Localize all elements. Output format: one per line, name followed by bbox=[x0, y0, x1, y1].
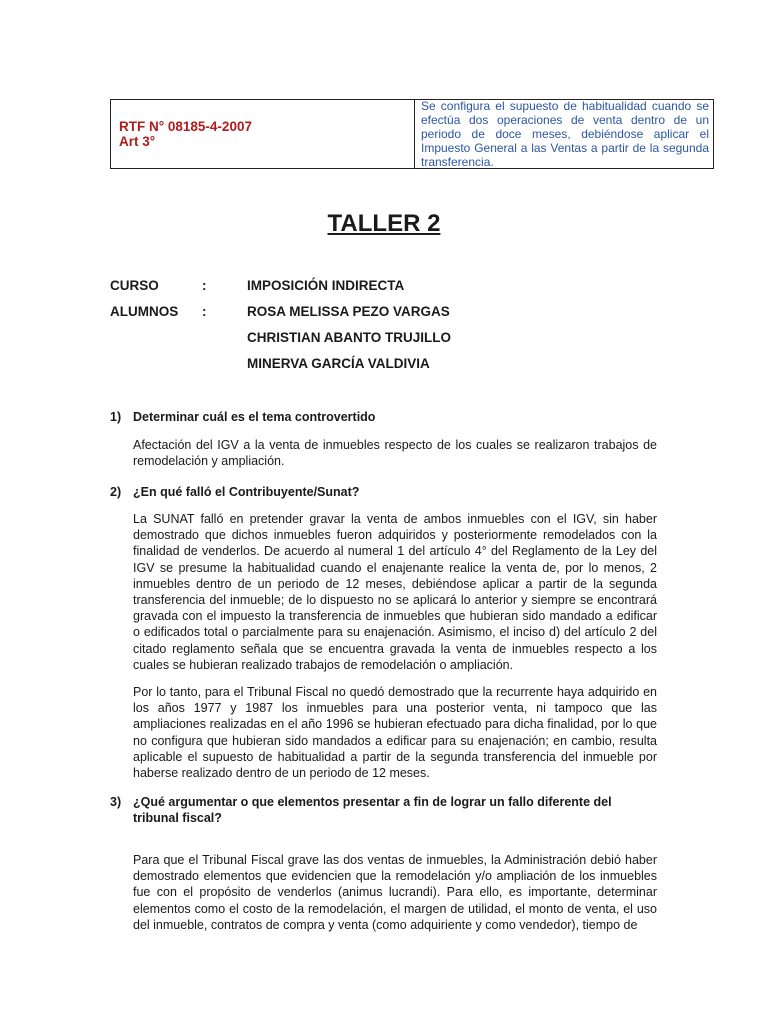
answer-paragraph: Afectación del IGV a la venta de inmuebles respecto de los cuales se realizaron trabajos de remodelación y ampliación. bbox=[133, 438, 657, 469]
curso-value: IMPOSICIÓN INDIRECTA bbox=[247, 278, 405, 293]
answer-paragraph: Por lo tanto, para el Tribunal Fiscal no quedó demostrado que la recurrente haya adquirido en los años 1977 y 1987 los inmuebles para una posterior venta, ni tampoco que las ampliaciones realizadas en el año 1996 se hubieran efectuado para dicha finalidad, por lo que no configura que hubieran sido mandados a edificar para su enajenación; en cambio, resulta aplicable el supuesto de habitualidad a partir de la segunda transferencia del inmueble por haberse realizado dentro de un periodo de 12 meses. bbox=[133, 685, 657, 781]
summary-cell bbox=[415, 100, 713, 168]
student-name: ROSA MELISSA PEZO VARGAS bbox=[247, 304, 450, 319]
curso-colon: : bbox=[202, 278, 207, 293]
student-name: CHRISTIAN ABANTO TRUJILLO bbox=[247, 330, 451, 345]
article-number: Art 3° bbox=[119, 134, 156, 149]
rtf-number: RTF N° 08185-4-2007 bbox=[119, 119, 252, 134]
question-text: ¿En qué falló el Contribuyente/Sunat? bbox=[133, 485, 360, 499]
answer-paragraph: La SUNAT falló en pretender gravar la venta de ambos inmuebles con el IGV, sin haber demostrado que dichos inmuebles fueron adquiridos y posteriormente remodelados con la finalidad de venderlos. De acuerdo al numeral 1 del artículo 4° del Reglamento de la Ley del IGV se presume la habitualidad cuando el enajenante realice la venta de, por lo menos, 2 inmuebles dentro de un periodo de 12 meses, debiéndose aplicar a partir de la segunda transferencia del inmueble; de lo dispuesto no se aplicará lo anterior y siempre se encontrará gravada con el impuesto la transferencia de inmuebles que hubieran sido mandado a edificar o edificados total o parcialmente para su enajenación. Asimismo, el inciso d) del artículo 2 del citado reglamento señala que se encuentra gravada la venta de inmuebles respecto a los cuales se hubieran realizado trabajos de remodelación o ampliación. bbox=[133, 512, 657, 672]
question-number: 2) bbox=[110, 485, 122, 499]
question-number: 3) bbox=[110, 795, 122, 809]
question-number: 1) bbox=[110, 410, 122, 424]
summary-text: Se configura el supuesto de habitualidad cuando se efectúa dos operaciones de venta dentro de un periodo de doce meses, debiéndose aplicar el Impuesto General a las Ventas a partir de la segunda transferencia. bbox=[421, 99, 709, 169]
alumnos-colon: : bbox=[202, 304, 207, 319]
alumnos-label: ALUMNOS bbox=[110, 304, 179, 319]
document-title: TALLER 2 bbox=[327, 210, 441, 237]
curso-label: CURSO bbox=[110, 278, 159, 293]
student-name: MINERVA GARCÍA VALDIVIA bbox=[247, 356, 430, 371]
question-text: ¿Qué argumentar o que elementos presentar a fin de lograr un fallo diferente del tribunal fiscal? bbox=[133, 795, 612, 825]
reference-cell bbox=[111, 100, 415, 168]
reference-table bbox=[110, 99, 714, 169]
question-text: Determinar cuál es el tema controvertido bbox=[133, 410, 376, 424]
answer-paragraph: Para que el Tribunal Fiscal grave las dos ventas de inmuebles, la Administración debió haber demostrado elementos que evidencien que la remodelación y/o ampliación de los inmuebles fue con el propósito de venderlos (animus lucrandi). Para ello, es importante, determinar elementos como el costo de la remodelación, el margen de utilidad, el monto de venta, el uso del inmueble, contratos de compra y venta (como adquiriente y como vendedor), tiempo de bbox=[133, 853, 657, 932]
